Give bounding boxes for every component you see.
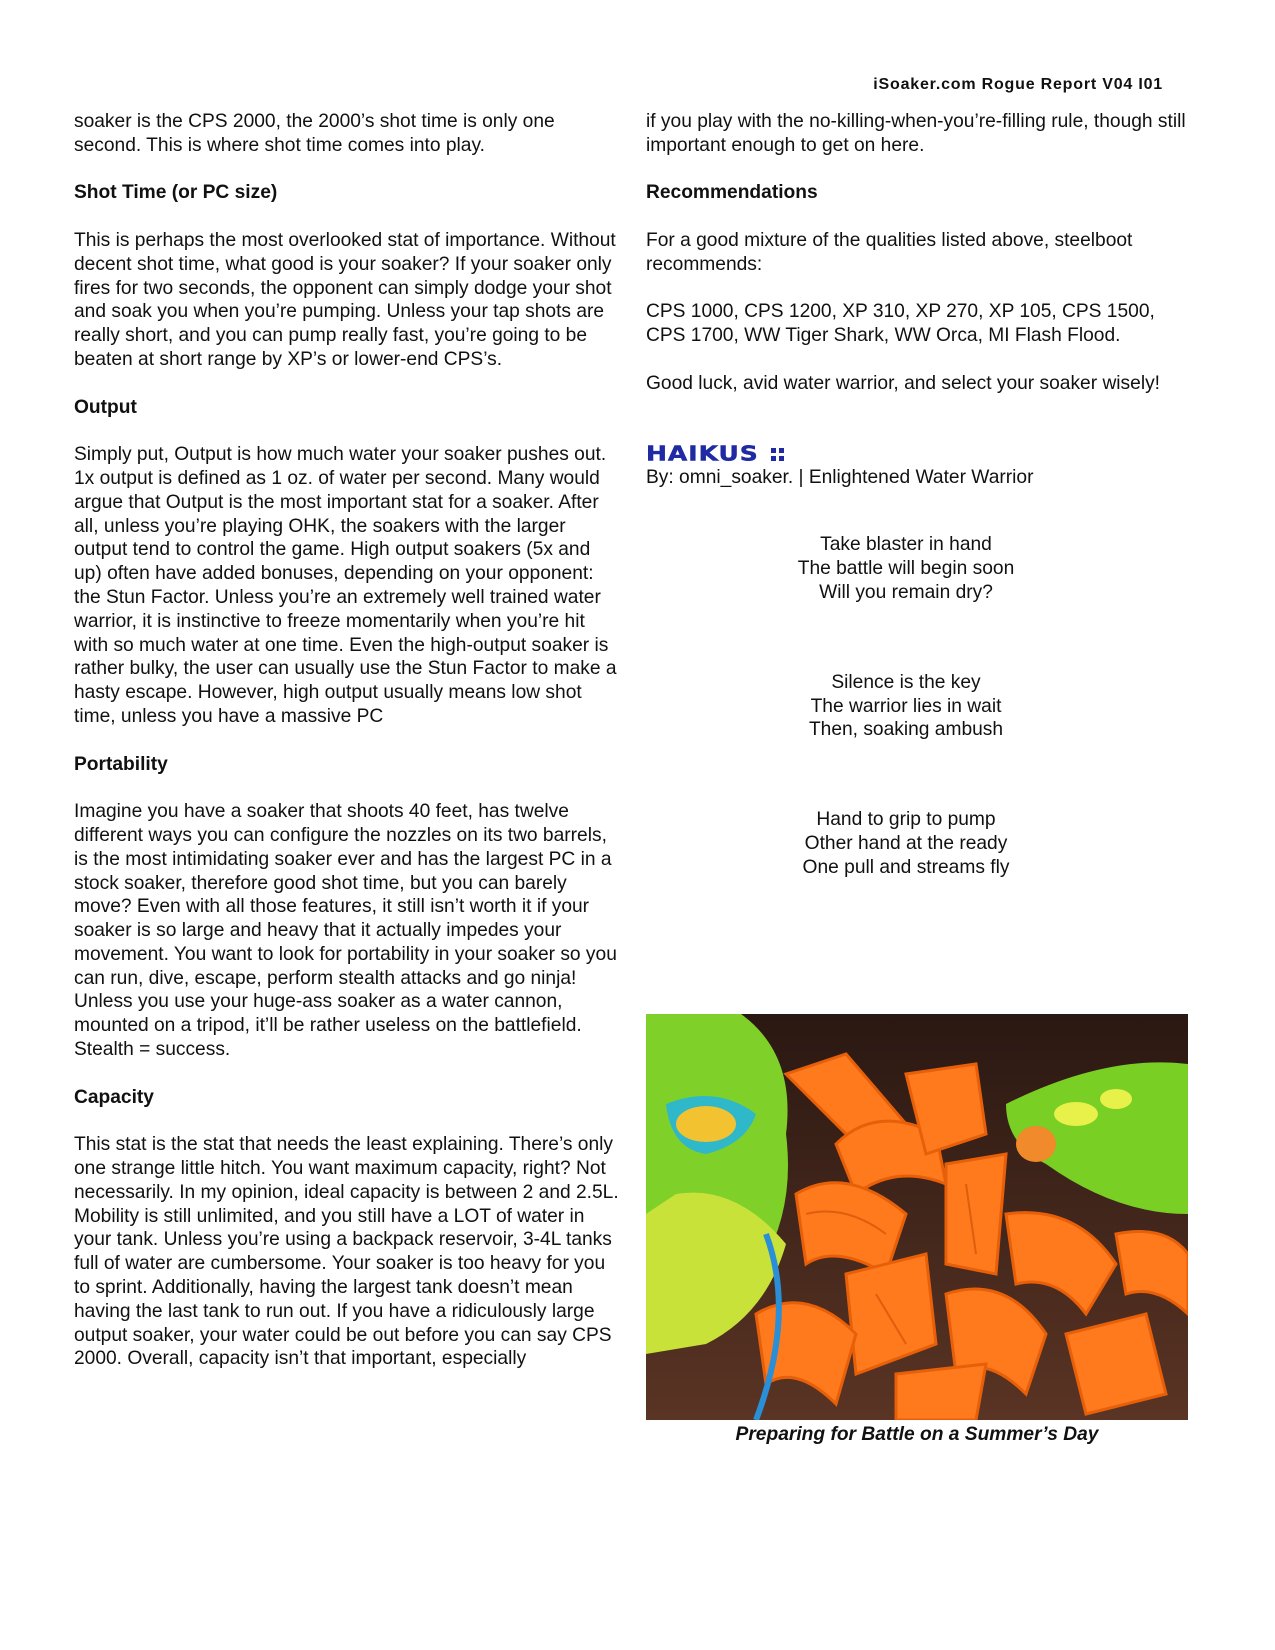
haikus-byline: By: omni_soaker. | Enlightened Water Warrior [646, 466, 1034, 488]
haiku-line: Will you remain dry? [819, 581, 993, 603]
water-blaster-photo [646, 1014, 1188, 1420]
haikus-dots-icon [771, 448, 784, 461]
haiku-line: Take blaster in hand [820, 534, 992, 556]
heading-shot-time: Shot Time (or PC size) [74, 182, 278, 204]
heading-output: Output [74, 396, 137, 418]
haiku-line: Other hand at the ready [804, 832, 1008, 854]
haiku-line: The warrior lies in wait [810, 695, 1002, 717]
recommendations-intro: For a good mixture of the qualities listed above, steelboot recommends: [646, 229, 1133, 275]
haiku-1 [646, 533, 1166, 604]
heading-recommendations: Recommendations [646, 182, 818, 204]
paragraph-portability: Imagine you have a soaker that shoots 40 feet, has twelve different ways you can configure the nozzles on its two barrels, is the most intimidating soaker ever and has the largest PC in a stock soaker, therefore good shot time, but you can barely move? Even with all those features, it still isn’t worth it if your soaker is so large and heavy that it actually impedes your movement. You want to look for portability in your soaker so you can run, dive, escape, perform stealth attacks and go ninja! Unless you use your huge-ass soaker as a water cannon, mounted on a tripod, it’ll be rather useless on the battlefield. Stealth = success. [74, 801, 617, 1061]
haiku-line: Hand to grip to pump [816, 809, 996, 831]
right-column [646, 110, 1198, 880]
recommendations-list: CPS 1000, CPS 1200, XP 310, XP 270, XP 105, CPS 1500, CPS 1700, WW Tiger Shark, WW Orca, MI Flash Flood. [646, 301, 1155, 347]
haiku-line: The battle will begin soon [797, 558, 1015, 580]
haikus-logo: HAIKUS [646, 441, 759, 466]
haikus-title [646, 442, 1198, 466]
photo-caption: Preparing for Battle on a Summer’s Day [735, 1424, 1099, 1445]
paragraph-shot-time: This is perhaps the most overlooked stat of importance. Without decent shot time, what good is your soaker? If your soaker only fires for two seconds, the opponent can simply dodge your shot and soak you when you’re pumping. Unless your tap shots are really short, and you can pump really fast, you’re going to be beaten at short range by XP’s or lower-end CPS’s. [74, 229, 616, 370]
paragraph-capacity: This stat is the stat that needs the least explaining. There’s only one strange little hitch. You want maximum capacity, right? Not necessarily. In my opinion, ideal capacity is between 2 and 2.5L. Mobility is still unlimited, and you still have a LOT of water in your tank. Unless you’re using a backpack reservoir, 3-4L tanks full of water are cumbersome. Your soaker is too heavy for you to sprint. Additionally, having the largest tank doesn’t mean having the last tank to run out. If you have a ridiculously large output soaker, your water could be out before you can say CPS 2000. Overall, capacity isn’t that important, especially [74, 1134, 619, 1370]
photo-illustration [646, 1014, 1188, 1420]
closing-paragraph: Good luck, avid water warrior, and select your soaker wisely! [646, 372, 1161, 394]
haiku-3 [646, 808, 1166, 879]
left-intro-paragraph: soaker is the CPS 2000, the 2000’s shot time is only one second. This is where shot time comes into play. [74, 111, 555, 156]
paragraph-output: Simply put, Output is how much water your soaker pushes out. 1x output is defined as 1 oz. of water per second. Many would argue that Output is the most important stat for a soaker. After all, unless you’re playing OHK, the soakers with the larger output tend to control the game. High output soakers (5x and up) often have added bonuses, depending on your opponent: the Stun Factor. Unless you’re an extremely well trained water warrior, it is instinctive to freeze momentarily when you’re hit with so much water at one time. Even the high-output soaker is rather bulky, the user can usually use the Stun Factor to make a hasty escape. However, high output usually means low shot time, unless you have a massive PC [74, 444, 617, 727]
left-column [74, 110, 622, 1395]
heading-capacity: Capacity [74, 1086, 154, 1108]
haiku-line: Then, soaking ambush [808, 719, 1004, 741]
right-intro-paragraph: if you play with the no-killing-when-you’re-filling rule, though still important enough to get on here. [646, 111, 1186, 156]
haiku-line: Silence is the key [831, 671, 981, 693]
report-header: iSoaker.com Rogue Report V04 I01 [873, 76, 1163, 93]
haiku-2 [646, 671, 1166, 742]
heading-portability: Portability [74, 753, 168, 775]
haiku-line: One pull and streams fly [802, 856, 1010, 878]
